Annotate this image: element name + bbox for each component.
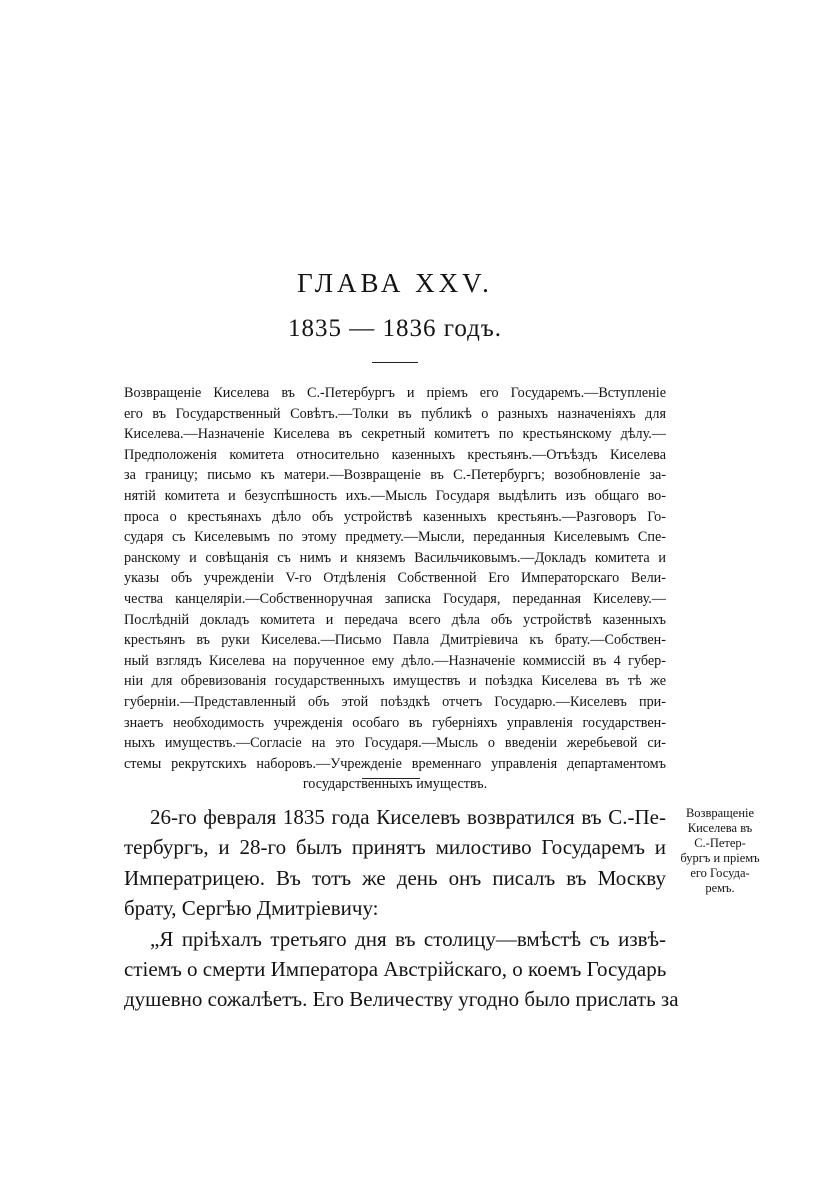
margin-note-line: его Госуда- xyxy=(690,866,750,880)
summary-line: чества канцеляріи.—Собственноручная записка Государя, переданная Киселеву.— xyxy=(124,590,666,607)
summary-line: Послѣдній докладъ комитета и передача всего дѣла объ устройствѣ казенныхъ xyxy=(124,611,666,628)
chapter-summary xyxy=(124,383,666,795)
summary-line: знаетъ необходимость учрежденія особаго въ губерніяхъ управленія государствен- xyxy=(124,714,666,731)
body-line: тербургъ, и 28-го былъ принятъ милостиво Государемъ и xyxy=(124,835,666,860)
margin-note-line: С.-Петер- xyxy=(694,836,746,850)
summary-line: Предположенія комитета относительно казенныхъ крестьянъ.—Отъѣздъ Киселева xyxy=(124,446,666,463)
summary-line: указы объ учрежденіи V-го Отдѣленія Собственной Его Императорскаго Вели- xyxy=(124,570,666,587)
summary-line: сударя съ Киселевымъ по этому предмету.—Мысли, переданныя Киселевымъ Спе- xyxy=(124,529,666,546)
margin-note-line: Возвращеніе xyxy=(685,806,755,820)
top-divider xyxy=(372,362,418,363)
summary-line: ный взглядъ Киселева на порученное ему дѣло.—Назначеніе коммиссій въ 4 губер- xyxy=(124,652,666,669)
summary-line: ныхъ имуществъ.—Согласіе на это Государя.—Мысль о введеніи жеребьевой си- xyxy=(124,735,666,752)
summary-line: губерніи.—Представленный объ этой поѣздкѣ отчетъ Государю.—Киселевъ при- xyxy=(124,693,666,710)
summary-line: за границу; письмо къ матери.—Возвращеніе въ С.-Петербургъ; возобновленіе за- xyxy=(124,467,666,484)
body-line: брату, Сергѣю Дмитріевичу: xyxy=(124,896,379,921)
summary-line: его въ Государственный Совѣтъ.—Толки въ публикѣ о разныхъ назначеніяхъ для xyxy=(124,405,666,422)
margin-note-line: бургъ и пріемъ xyxy=(680,851,760,865)
summary-line: крестьянъ въ руки Киселева.—Письмо Павла Дмитріевича къ брату.—Собствен- xyxy=(124,632,666,649)
chapter-years: 1835 — 1836 годъ. xyxy=(287,315,503,342)
bottom-divider xyxy=(362,778,420,779)
summary-line: ніи для обревизованія государственныхъ имуществъ и поѣздка Киселева въ тѣ же xyxy=(124,673,666,690)
body-line: 26-го февраля 1835 года Киселевъ возвратился въ С.-Пе- xyxy=(150,805,666,829)
summary-line: проса о крестьянахъ дѣло объ устройствѣ казенныхъ крестьянъ.—Разговоръ Го- xyxy=(124,508,666,525)
margin-note-line: Киселева въ xyxy=(687,821,753,835)
body-line: душевно сожалѣетъ. Его Величеству угодно было прислать за xyxy=(124,987,679,1012)
margin-note xyxy=(672,806,768,896)
summary-line: государственныхъ имуществъ. xyxy=(302,776,488,793)
summary-line: Возвращеніе Киселева въ С.-Петербургъ и пріемъ его Государемъ.—Вступленіе xyxy=(124,385,666,401)
body-line: „Я пріѣхалъ третьяго дня въ столицу—вмѣстѣ съ извѣ- xyxy=(150,926,666,951)
summary-line: стемы рекрутскихъ наборовъ.—Учрежденіе временнаго управленія департаментомъ xyxy=(124,755,666,772)
chapter-title: ГЛАВА XXV. xyxy=(297,268,493,298)
summary-line: Киселева.—Назначеніе Киселева въ секретный комитетъ по крестьянскому дѣлу.— xyxy=(124,426,666,443)
summary-line: ранскому и совѣщанія съ нимъ и княземъ Васильчиковымъ.—Докладъ комитета и xyxy=(124,549,666,566)
body-text xyxy=(124,802,679,1015)
body-line: стіемъ о смерти Императора Австрійскаго, о коемъ Государь xyxy=(124,957,667,982)
body-line: Императрицею. Въ тотъ же день онъ писалъ въ Москву xyxy=(124,865,666,890)
summary-line: нятій комитета и безуспѣшность ихъ.—Мысль Государя выдѣлить изъ общаго во- xyxy=(124,487,666,504)
margin-note-line: ремъ. xyxy=(705,881,735,895)
